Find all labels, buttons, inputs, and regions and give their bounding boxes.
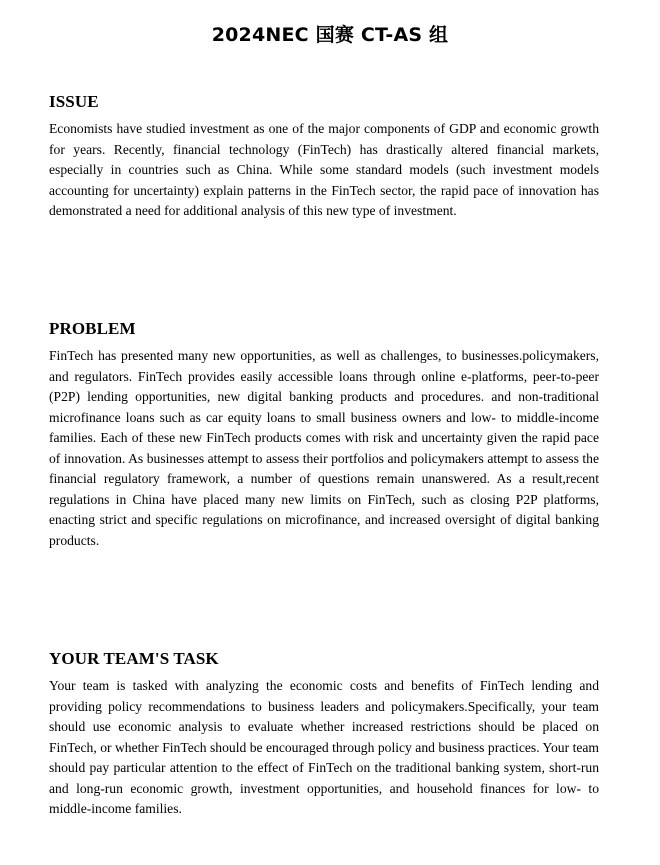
section-team-task <box>49 649 599 820</box>
section-heading-team-task: YOUR TEAM'S TASK <box>49 649 219 668</box>
section-heading-problem: PROBLEM <box>49 319 136 338</box>
section-problem <box>49 319 599 551</box>
section-body-issue: Economists have studied investment as one of the major components of GDP and economic growth for years. Recently, financial technology (FinTech) has drastically altered financial markets, especially in countries such as China. While some standard models (such investment models accounting for uncertainty) explain patterns in the FinTech sector, the rapid pace of innovation has demonstrated a need for additional analysis of this new type of investment. <box>49 121 599 218</box>
document-title: 2024NEC 国赛 CT-AS 组 <box>211 24 449 46</box>
section-heading-issue: ISSUE <box>49 92 99 111</box>
section-body-problem: FinTech has presented many new opportunities, as well as challenges, to businesses.policymakers, and regulators. FinTech provides easily accessible loans through online e-platforms, peer-to-peer (P2P) lending opportunities, new digital banking products and procedures. and non-traditional microfinance loans such as car equity loans to small business owners and low- to middle-income families. Each of these new FinTech products comes with risk and uncertainty given the rapid pace of innovation. As businesses attempt to assess their portfolios and policymakers attempt to assess the financial regulatory framework, a number of questions remain unanswered. As a result,recent regulations in China have placed many new limits on FinTech, such as closing P2P platforms, enacting strict and specific regulations on microfinance, and increased oversight of digital banking products. <box>49 348 599 548</box>
section-body-team-task: Your team is tasked with analyzing the economic costs and benefits of FinTech lending and providing policy recommendations to business leaders and policymakers.Specifically, your team should use economic analysis to evaluate whether increased restrictions should be placed on FinTech, or whether FinTech should be encouraged through policy and business practices. Your team should pay particular attention to the effect of FinTech on the traditional banking system, short-run and long-run economic growth, investment opportunities, and household finances for low- to middle-income families. <box>49 678 599 816</box>
section-issue <box>49 92 599 222</box>
